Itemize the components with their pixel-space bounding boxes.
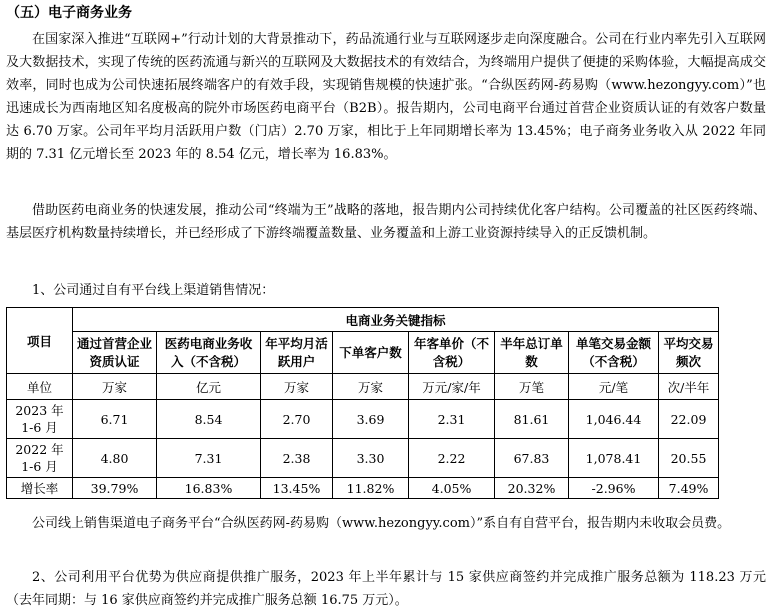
unit-cell: 万笔	[495, 374, 569, 400]
data-cell: 7.31	[157, 439, 261, 478]
data-cell: 20.55	[659, 439, 719, 478]
data-cell: 8.54	[157, 400, 261, 439]
data-cell: 20.32%	[495, 478, 569, 499]
unit-cell: 元/笔	[569, 374, 659, 400]
paragraph-list-item-2: 2、公司利用平台优势为供应商提供推广服务，2023 年上半年累计与 15 家供应商签约并完成推广服务总额为 118.23 万元（去年同期：与 16 家供应商签约并完成推广服务总额 16.75 万元）。	[6, 570, 766, 608]
data-cell: 81.61	[495, 400, 569, 439]
data-cell: 2.70	[261, 400, 333, 439]
row-label: 2022 年 1-6 月	[7, 439, 73, 478]
ecommerce-kpi-table	[6, 307, 719, 499]
data-cell: 2.38	[261, 439, 333, 478]
data-cell: 16.83%	[157, 478, 261, 499]
unit-cell: 万家	[73, 374, 157, 400]
column-header: 年客单价（不含税）	[409, 332, 495, 374]
section-heading: （五）电子商务业务	[6, 5, 132, 21]
item-header: 项目	[7, 308, 73, 374]
unit-cell: 万家	[261, 374, 333, 400]
table-row-units	[7, 374, 719, 400]
column-header: 半年总订单数	[495, 332, 569, 374]
unit-cell: 万元/家/年	[409, 374, 495, 400]
row-label: 单位	[7, 374, 73, 400]
data-cell: 11.82%	[333, 478, 409, 499]
data-cell: -2.96%	[569, 478, 659, 499]
data-cell: 67.83	[495, 439, 569, 478]
unit-cell: 次/半年	[659, 374, 719, 400]
data-cell: 3.30	[333, 439, 409, 478]
table-row	[7, 478, 719, 499]
data-cell: 22.09	[659, 400, 719, 439]
table-row	[7, 400, 719, 439]
column-header: 单笔交易金额（不含税）	[569, 332, 659, 374]
data-cell: 2.31	[409, 400, 495, 439]
column-header: 下单客户数	[333, 332, 409, 374]
data-cell: 7.49%	[659, 478, 719, 499]
paragraph-strategy: 借助医药电商业务的快速发展，推动公司“终端为王”战略的落地，报告期内公司持续优化客户结构。公司覆盖的社区医药终端、基层医疗机构数量持续增长，并已经形成了下游终端覆盖数量、业务覆盖和上游工业资源持续导入的正反馈机制。	[6, 203, 766, 241]
data-cell: 4.05%	[409, 478, 495, 499]
data-cell: 1,046.44	[569, 400, 659, 439]
column-header: 年平均月活跃用户	[261, 332, 333, 374]
data-cell: 39.79%	[73, 478, 157, 499]
column-header: 通过首营企业资质认证	[73, 332, 157, 374]
data-cell: 2.22	[409, 439, 495, 478]
group-header: 电商业务关键指标	[73, 308, 719, 332]
column-header: 医药电商业务收入（不含税）	[157, 332, 261, 374]
row-label: 增长率	[7, 478, 73, 499]
paragraph-intro: 在国家深入推进“互联网+”行动计划的大背景推动下，药品流通行业与互联网逐步走向深度融合。公司在行业内率先引入互联网及大数据技术，实现了传统的医药流通与新兴的互联网及大数据技术的有效结合，为终端用户提供了便捷的采购体验，大幅提高成交效率，同时也成为公司快速拓展终端客户的有效手段，实现销售规模的快速扩张。“合纵医药网-药易购（www.hezongyy.com）”也迅速成长为西南地区知名度极高的院外市场医药电商平台（B2B）。报告期内，公司电商平台通过首营企业资质认证的有效客户数量达 6.70 万家。公司年平均月活跃用户数（门店）2.70 万家，相比于上年同期增长率为 13.45%；电子商务业务收入从 2022 年同期的 7.31 亿元增长至 2023 年的 8.54 亿元，增长率为 16.83%。	[6, 32, 766, 162]
data-cell: 6.71	[73, 400, 157, 439]
row-label: 2023 年 1-6 月	[7, 400, 73, 439]
unit-cell: 万家	[333, 374, 409, 400]
data-cell: 4.80	[73, 439, 157, 478]
unit-cell: 亿元	[157, 374, 261, 400]
data-cell: 13.45%	[261, 478, 333, 499]
column-header: 平均交易频次	[659, 332, 719, 374]
data-cell: 3.69	[333, 400, 409, 439]
data-cell: 1,078.41	[569, 439, 659, 478]
paragraph-platform-note: 公司线上销售渠道电子商务平台“合纵医药网-药易购（www.hezongyy.com）”系自有自营平台，报告期内未收取会员费。	[32, 516, 731, 531]
table-row	[7, 439, 719, 478]
paragraph-list-item-1: 1、公司通过自有平台线上渠道销售情况：	[32, 283, 275, 298]
